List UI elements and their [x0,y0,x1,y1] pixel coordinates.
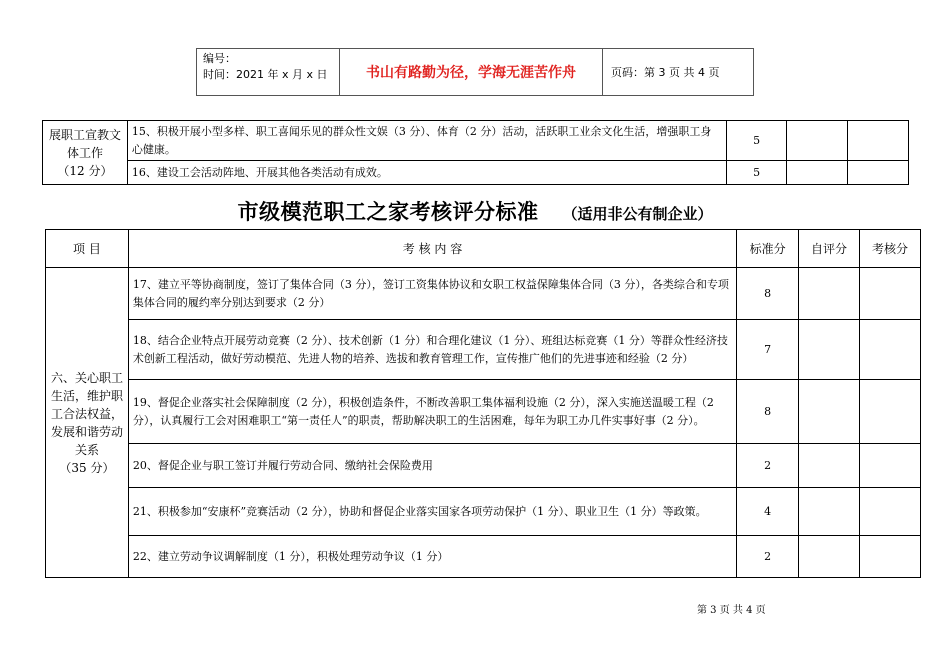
check-score-cell [848,161,909,185]
table-row [46,268,921,320]
header-check: 考核分 [860,230,921,268]
row-score: 2 [737,536,799,578]
header-self: 自评分 [799,230,860,268]
header-content: 考 核 内 容 [128,230,736,268]
check-score-cell [860,268,921,320]
check-score-cell [860,320,921,380]
header-item: 项 目 [46,230,129,268]
title-main: 市级模范职工之家考核评分标准 [237,200,539,224]
table-row [46,444,921,488]
row-score: 8 [737,380,799,444]
check-score-cell [860,536,921,578]
page-title [0,196,950,226]
check-score-cell [860,488,921,536]
self-score-cell [787,161,848,185]
row-score: 8 [737,268,799,320]
row-score: 2 [737,444,799,488]
header-standard: 标准分 [737,230,799,268]
category-score: （12 分） [57,163,113,178]
row-content: 17、建立平等协商制度，签订了集体合同（3 分），签订工资集体协议和女职工权益保障集体合同（3 分），各类综合和专项集体合同的履约率分别达到要求（2 分） [128,268,736,320]
table-row [43,161,909,185]
self-score-cell [799,320,860,380]
category-cell [43,121,128,185]
time-label: 时间：2021 年 x 月 x 日 [203,68,328,81]
header-meta [197,49,340,95]
row-content: 21、积极参加“安康杯”竞赛活动（2 分），协助和督促企业落实国家各项劳动保护（1 分）、职业卫生（1 分）等政策。 [128,488,736,536]
check-score-cell [860,380,921,444]
table-row [43,121,909,161]
category-label: 展职工宣教文体工作 [48,127,121,160]
page-label: 页码：第 3 页 共 4 页 [611,66,720,79]
table-row [46,488,921,536]
category-score: （35 分） [59,460,115,475]
row-content: 16、建设工会活动阵地、开展其他各类活动有成效。 [127,161,726,185]
title-sub: （适用非公有制企业） [562,205,713,223]
self-score-cell [799,380,860,444]
self-score-cell [799,444,860,488]
row-score: 4 [737,488,799,536]
table-row [46,320,921,380]
row-score: 7 [737,320,799,380]
check-score-cell [848,121,909,161]
row-content: 15、积极开展小型多样、职工喜闻乐见的群众性文娱（3 分）、体育（2 分）活动，活跃职工业余文化生活，增强职工身心健康。 [127,121,726,161]
page-footer: 第 3 页 共 4 页 [697,605,766,616]
document-header [196,48,754,96]
self-score-cell [799,488,860,536]
row-content: 19、督促企业落实社会保障制度（2 分），积极创造条件，不断改善职工集体福利设施（2 分），深入实施送温暖工程（2 分），认真履行工会对困难职工“第一责任人”的职责，帮助解决职工的生活困难，每年为职工办几件实事好事（2 分）。 [128,380,736,444]
continued-table [42,120,909,185]
self-score-cell [787,121,848,161]
row-content: 22、建立劳动争议调解制度（1 分），积极处理劳动争议（1 分） [128,536,736,578]
row-content: 20、督促企业与职工签订并履行劳动合同、缴纳社会保险费用 [128,444,736,488]
check-score-cell [860,444,921,488]
row-score: 5 [727,121,787,161]
table-row [46,380,921,444]
self-score-cell [799,536,860,578]
evaluation-table [45,229,921,578]
category-cell [46,268,129,578]
number-label: 编号： [203,52,236,65]
table-row [46,536,921,578]
category-label: 六、关心职工生活，维护职工合法权益，发展和谐劳动关系 [50,370,123,457]
motto: 书山有路勤为径，学海无涯苦作舟 [340,49,603,95]
self-score-cell [799,268,860,320]
row-content: 18、结合企业特点开展劳动竞赛（2 分）、技术创新（1 分）和合理化建议（1 分）、班组达标竞赛（1 分）等群众性经济技术创新工程活动，做好劳动模范、先进人物的培养、选拔和教育管理工作，宣传推广他们的先进事迹和经验（2 分） [128,320,736,380]
table-header-row [46,230,921,268]
row-score: 5 [727,161,787,185]
